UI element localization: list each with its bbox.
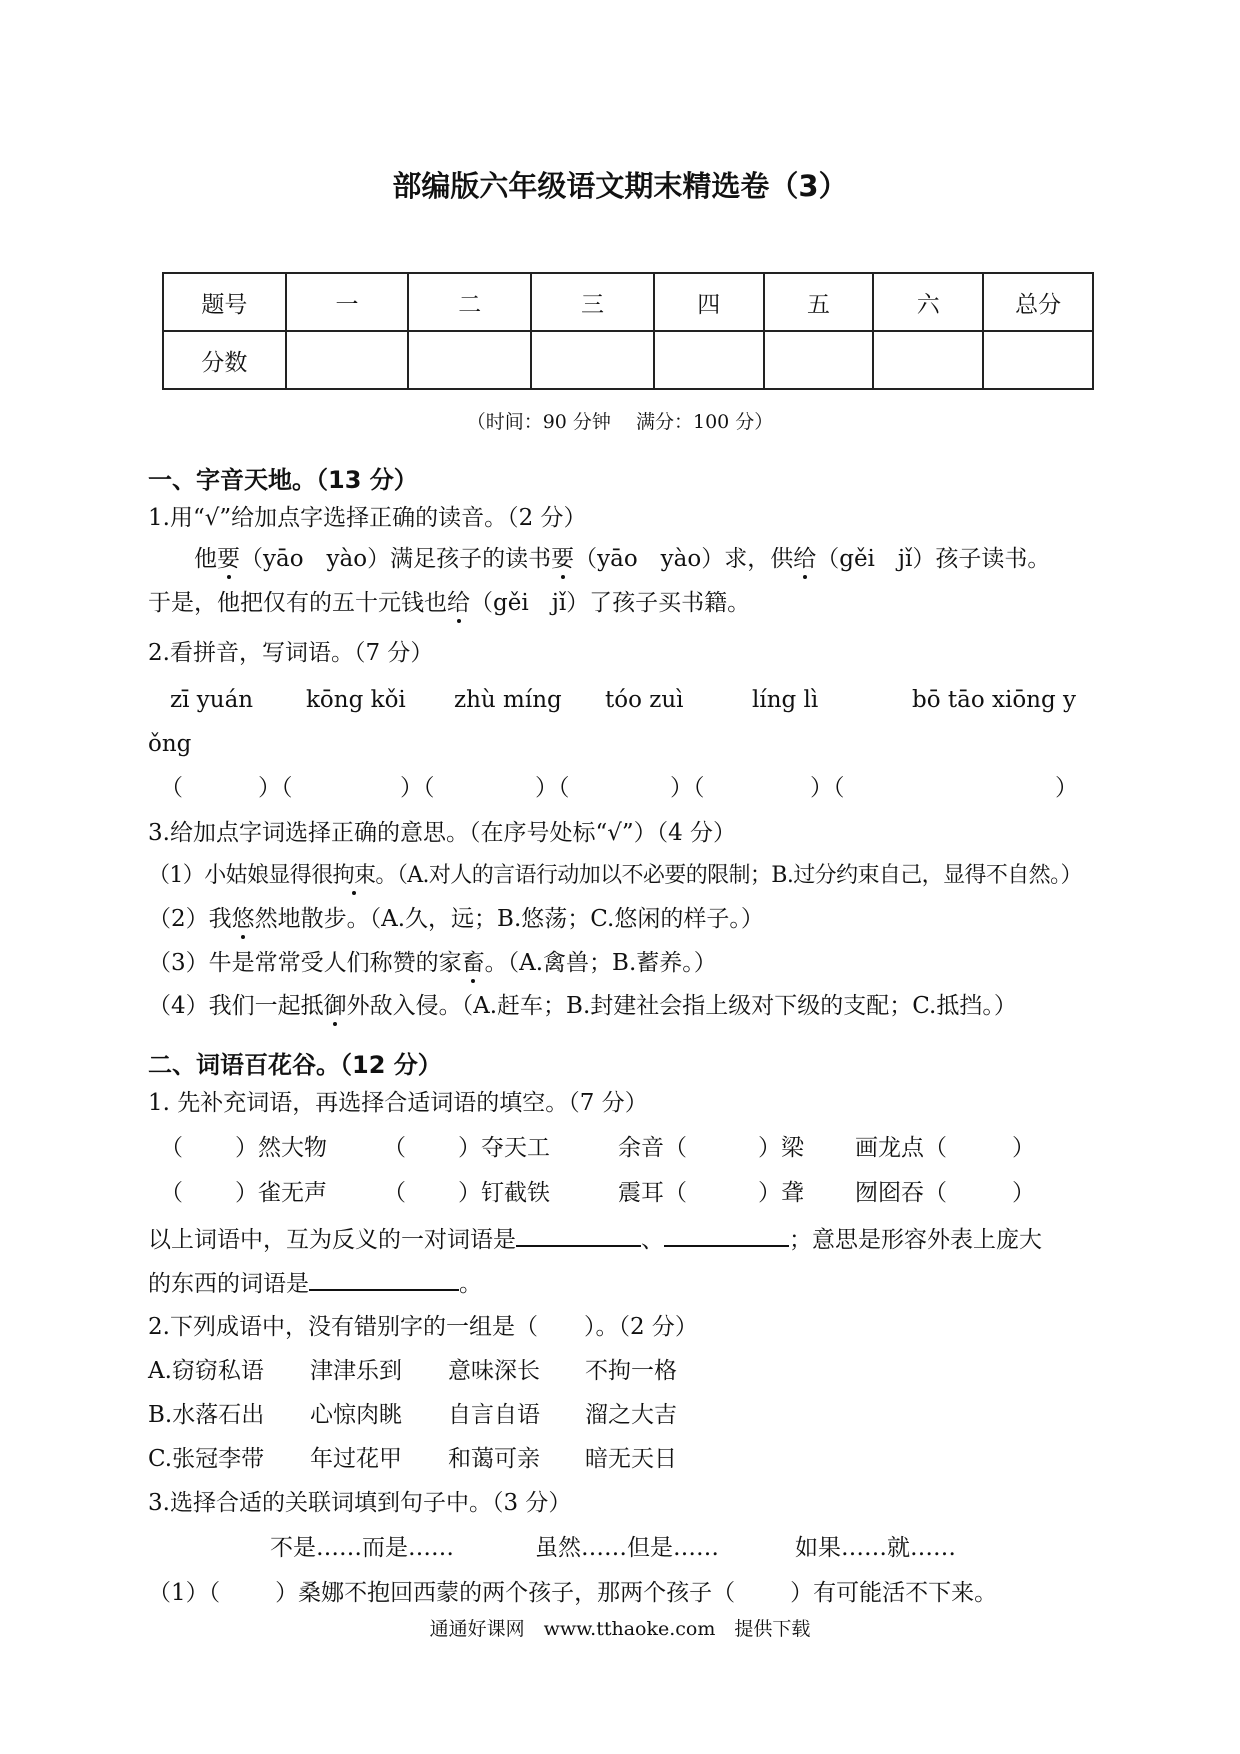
fill-blank[interactable]	[664, 1225, 789, 1247]
section-1-heading: 一、字音天地。（13 分）	[148, 466, 418, 494]
option-c-cell: 暗无天日	[585, 1446, 677, 1472]
conjunction-option: 如果……就……	[795, 1535, 956, 1561]
idiom-blank: ）雀无声	[235, 1180, 327, 1206]
section-2-heading: 二、词语百花谷。（12 分）	[148, 1051, 442, 1079]
score-table-header-cell: 题号	[163, 273, 286, 331]
s2-q1-fill-line2: 的东西的词语是 。	[148, 1271, 482, 1297]
dotted-char: 要	[217, 546, 240, 572]
option-a-cell: A.窃窃私语	[148, 1358, 264, 1384]
s1-q1-title: 1.用“√”给加点字选择正确的读音。（2 分）	[148, 505, 587, 531]
score-table-header-cell: 总分	[983, 273, 1093, 331]
answer-paren[interactable]: ）	[1055, 775, 1078, 801]
option-b-cell: 自言自语	[448, 1402, 540, 1428]
option-c-cell: 年过花甲	[310, 1446, 402, 1472]
s1-q3-item: （1）小姑娘显得很拘束。（A.对人的言语行动加以不必要的限制；B.过分约束自己，显得不自然。）	[148, 863, 1082, 888]
dotted-char: 给	[447, 590, 470, 616]
option-c-cell: C.张冠李带	[148, 1446, 265, 1472]
score-cell[interactable]	[531, 331, 654, 389]
score-table-row-label: 分数	[163, 331, 286, 389]
pinyin-word: kōng kǒi	[306, 687, 406, 713]
pinyin-word: tóo zuì	[605, 687, 684, 713]
score-cell[interactable]	[764, 331, 874, 389]
idiom-blank: 囫囵吞（	[855, 1180, 947, 1206]
idiom-blank: ）夺天工	[458, 1135, 550, 1161]
option-b-cell: 溜之大吉	[585, 1402, 677, 1428]
score-table-header-cell: 五	[764, 273, 874, 331]
score-table-header-cell: 四	[654, 273, 764, 331]
score-cell[interactable]	[286, 331, 409, 389]
answer-paren[interactable]: ）	[1012, 1180, 1035, 1206]
score-cell[interactable]	[654, 331, 764, 389]
s1-q3-title: 3.给加点字词选择正确的意思。（在序号处标“√”）（4 分）	[148, 820, 737, 846]
dotted-char: 要	[551, 546, 575, 572]
answer-paren[interactable]: ）（	[400, 775, 435, 801]
s1-q1-line1: 他要（yāo yào）满足孩子的读书要（yāo yào）求，供给（gěi jǐ）孩子读书。	[148, 546, 1051, 572]
score-cell[interactable]	[873, 331, 983, 389]
s2-q3-sentence-1: （1）（ ）桑娜不抱回西蒙的两个孩子，那两个孩子（ ）有可能活不下来。	[148, 1580, 998, 1606]
option-a-cell: 意味深长	[448, 1358, 540, 1384]
answer-paren[interactable]: ）（	[810, 775, 845, 801]
answer-paren[interactable]: （	[383, 1135, 406, 1161]
s1-q3-item: （3）牛是常常受人们称赞的家畜。（A.禽兽；B.蓄养。）	[148, 950, 717, 976]
dotted-char: 畜	[461, 950, 485, 976]
footer-source: 通通好课网 www.tthaoke.com 提供下载	[429, 1618, 811, 1640]
fill-blank[interactable]	[516, 1225, 641, 1247]
idiom-blank: ）梁	[758, 1135, 804, 1161]
fill-blank[interactable]	[309, 1269, 459, 1291]
pinyin-word: zhù míng	[454, 687, 562, 713]
answer-paren[interactable]: （	[383, 1180, 406, 1206]
score-table-header-cell: 一	[286, 273, 409, 331]
answer-paren[interactable]: （	[160, 1135, 183, 1161]
option-b-cell: B.水落石出	[148, 1402, 265, 1428]
s1-q3-item: （4）我们一起抵御外敌入侵。（A.赶车；B.封建社会指上级对下级的支配；C.抵挡。）	[148, 993, 1017, 1019]
score-table-header-cell: 三	[531, 273, 654, 331]
exam-time-info: （时间：90 分钟 满分：100 分）	[466, 411, 774, 433]
s2-q3-title: 3.选择合适的关联词填到句子中。（3 分）	[148, 1490, 572, 1516]
conjunction-option: 虽然……但是……	[535, 1535, 719, 1561]
option-a-cell: 不拘一格	[585, 1358, 677, 1384]
idiom-blank: 画龙点（	[855, 1135, 947, 1161]
pinyin-word: líng lì	[752, 687, 819, 713]
answer-paren[interactable]: ）（	[670, 775, 705, 801]
idiom-blank: ）然大物	[235, 1135, 327, 1161]
pinyin-word-wrap: ǒng	[148, 731, 192, 757]
score-table-header-cell: 六	[873, 273, 983, 331]
idiom-blank: 震耳（	[618, 1180, 687, 1206]
score-table-score-row	[163, 331, 1093, 389]
answer-paren[interactable]: （	[160, 1180, 183, 1206]
answer-paren[interactable]: ）	[1012, 1135, 1035, 1161]
option-a-cell: 津津乐到	[310, 1358, 402, 1384]
score-cell[interactable]	[983, 331, 1093, 389]
s2-q1-fill-line1: 以上词语中，互为反义的一对词语是 、 ；意思是形容外表上庞大	[148, 1227, 1042, 1253]
option-c-cell: 和蔼可亲	[448, 1446, 540, 1472]
conjunction-option: 不是……而是……	[270, 1535, 454, 1561]
dotted-char: 给	[793, 546, 817, 572]
score-table-header-cell: 二	[408, 273, 531, 331]
idiom-blank: ）钉截铁	[458, 1180, 550, 1206]
pinyin-word: bō tāo xiōng y	[912, 687, 1077, 713]
idiom-blank: 余音（	[618, 1135, 687, 1161]
idiom-blank: ）聋	[758, 1180, 804, 1206]
s1-q2-title: 2.看拼音，写词语。（7 分）	[148, 640, 434, 666]
score-table	[162, 272, 1094, 390]
score-cell[interactable]	[408, 331, 531, 389]
s2-q2-title: 2.下列成语中，没有错别字的一组是（ ）。（2 分）	[148, 1314, 698, 1340]
s1-q3-item: （2）我悠然地散步。（A.久，远；B.悠荡；C.悠闲的样子。）	[148, 906, 764, 932]
dotted-word: 拘束	[332, 863, 376, 888]
dotted-char: 御	[323, 993, 347, 1019]
answer-paren[interactable]: ）（	[535, 775, 570, 801]
score-table-header-row	[163, 273, 1093, 331]
s2-q1-title: 1. 先补充词语，再选择合适词语的填空。（7 分）	[148, 1090, 648, 1116]
answer-paren[interactable]: ）（	[258, 775, 293, 801]
pinyin-word: zī yuán	[170, 687, 254, 713]
s1-q1-line2: 于是，他把仅有的五十元钱也给（gěi jǐ）了孩子买书籍。	[148, 590, 751, 616]
dotted-char: 悠	[231, 906, 255, 932]
answer-paren[interactable]: （	[160, 775, 183, 801]
option-b-cell: 心惊肉眺	[310, 1402, 402, 1428]
page-title: 部编版六年级语文期末精选卷（3）	[392, 169, 848, 203]
